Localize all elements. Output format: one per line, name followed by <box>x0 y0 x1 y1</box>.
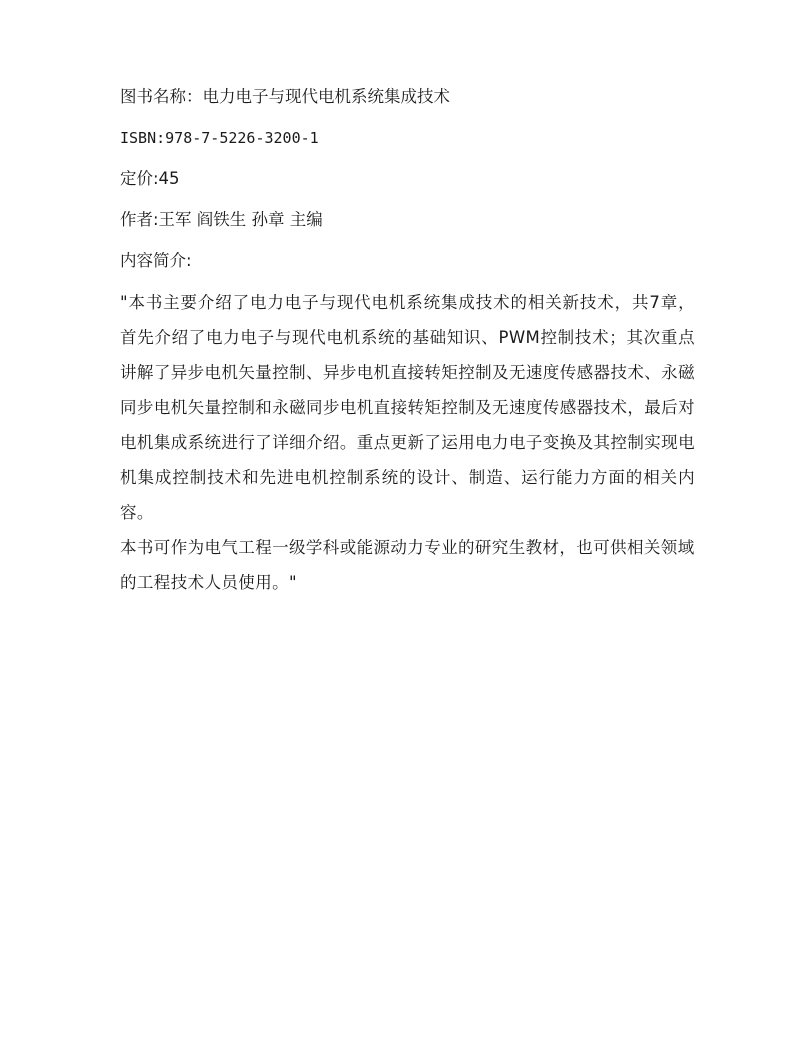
author-line: 作者:王军 阎铁生 孙章 主编 <box>120 210 323 229</box>
book-info-block <box>120 86 695 600</box>
book-title-line: 图书名称：电力电子与现代电机系统集成技术 <box>120 87 450 106</box>
intro-heading: 内容简介: <box>120 251 192 270</box>
intro-paragraph-1: "本书主要介绍了电力电子与现代电机系统集成技术的相关新技术，共7章，首先介绍了电力电子与现代电机系统的基础知识、PWM控制技术；其次重点讲解了异步电机矢量控制、异步电机直接转矩控制及无速度传感器技术、永磁同步电机矢量控制和永磁同步电机直接转矩控制及无速度传感器技术，最后对电机集成系统进行了详细介绍。重点更新了运用电力电子变换及其控制实现电机集成控制技术和先进电机控制系统的设计、制造、运行能力方面的相关内容。 <box>120 293 695 522</box>
price-line: 定价:45 <box>120 169 180 188</box>
intro-paragraph-2: 本书可作为电气工程一级学科或能源动力专业的研究生教材，也可供相关领域的工程技术人员使用。" <box>120 538 695 592</box>
isbn-line: ISBN:978-7-5226-3200-1 <box>120 129 319 147</box>
